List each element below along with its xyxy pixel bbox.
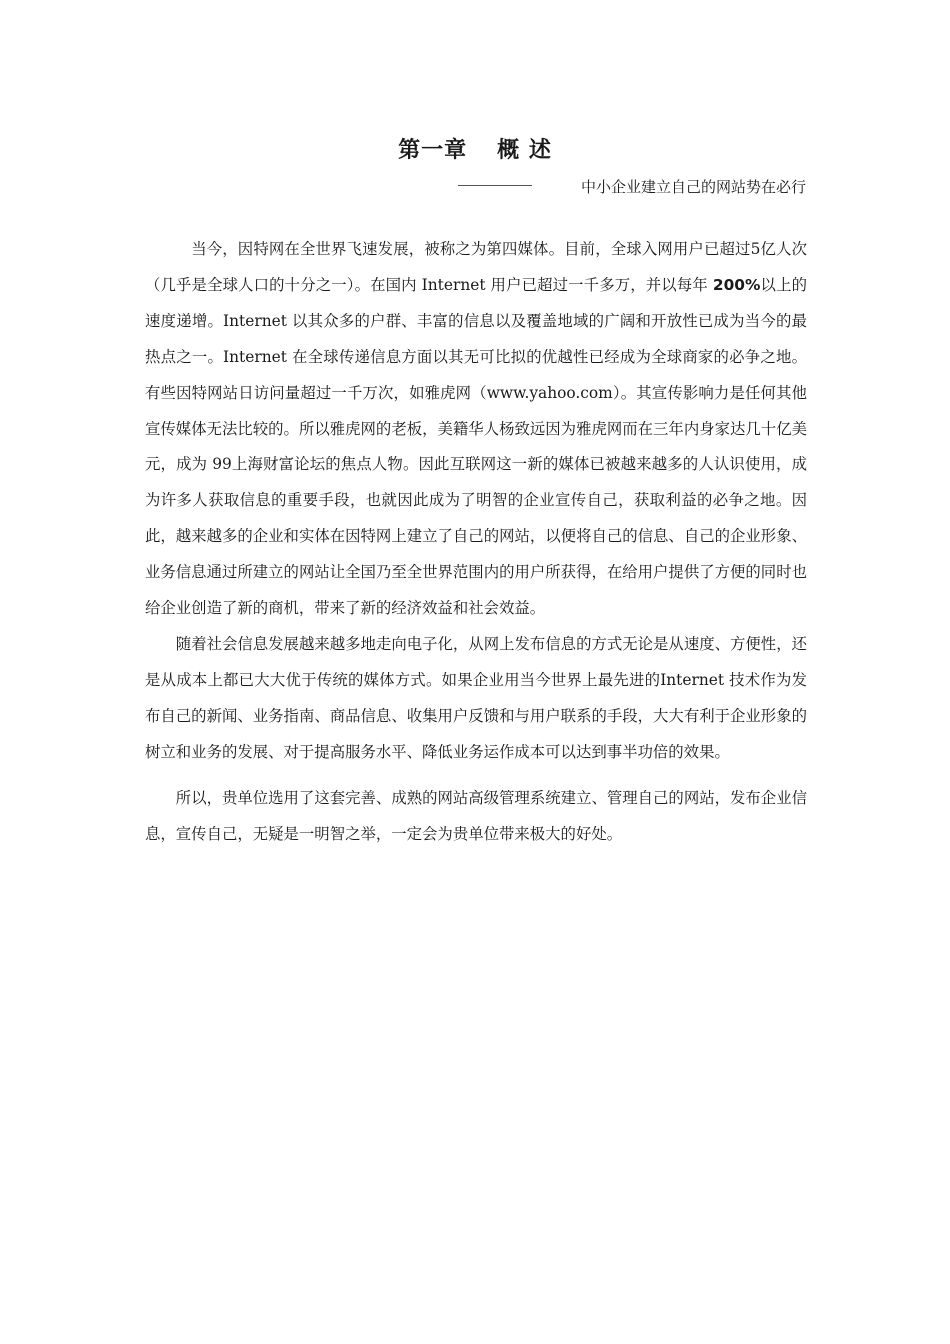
body-text	[145, 232, 807, 852]
chapter-name: 概 述	[497, 138, 552, 163]
subtitle-dash-rule	[458, 185, 532, 186]
paragraph-1	[145, 232, 807, 627]
paragraph-3: 所以，贵单位选用了这套完善、成熟的网站高级管理系统建立、管理自己的网站，发布企业信息，宣传自己，无疑是一明智之举，一定会为贵单位带来极大的好处。	[145, 788, 807, 843]
chapter-subtitle: 中小企业建立自己的网站势在必行	[580, 178, 806, 196]
chapter-number: 第一章	[398, 138, 468, 163]
growth-rate-highlight: 200%	[712, 275, 761, 294]
subtitle-row	[458, 176, 808, 198]
chapter-title	[0, 136, 950, 166]
paragraph-2: 随着社会信息发展越来越多地走向电子化，从网上发布信息的方式无论是从速度、方便性，还是从成本上都已大大优于传统的媒体方式。如果企业用当今世界上最先进的Internet 技术作为发布自己的新闻、业务指南、商品信息、收集用户反馈和与用户联系的手段，大大有利于企业形象的树立和业务的发展、对于提高服务水平、降低业务运作成本可以达到事半功倍的效果。	[145, 634, 807, 761]
paragraph-1-text-before: 当今，因特网在全世界飞速发展，被称之为第四媒体。目前，全球入网用户已超过5亿人次（几乎是全球人口的十分之一）。在国内 Internet 用户已超过一千多万，并以每年	[145, 240, 807, 294]
paragraph-1-text-after: 以上的速度递增。Internet 以其众多的户群、丰富的信息以及覆盖地域的广阔和开放性已成为当今的最热点之一。Internet 在全球传递信息方面以其无可比拟的优越性已经成为全球商家的必争之地。有些因特网站日访问量超过一千万次，如雅虎网（www.yahoo.com）。其宣传影响力是任何其他宣传媒体无法比较的。所以雅虎网的老板，美籍华人杨致远因为雅虎网而在三年内身家达几十亿美元，成为 99上海财富论坛的焦点人物。因此互联网这一新的媒体已被越来越多的人认识使用，成为许多人获取信息的重要手段，也就因此成为了明智的企业宣传自己，获取利益的必争之地。因此，越来越多的企业和实体在因特网上建立了自己的网站，以便将自己的信息、自己的企业形象、业务信息通过所建立的网站让全国乃至全世界范围内的用户所获得，在给用户提供了方便的同时也给企业创造了新的商机，带来了新的经济效益和社会效益。	[145, 275, 807, 618]
